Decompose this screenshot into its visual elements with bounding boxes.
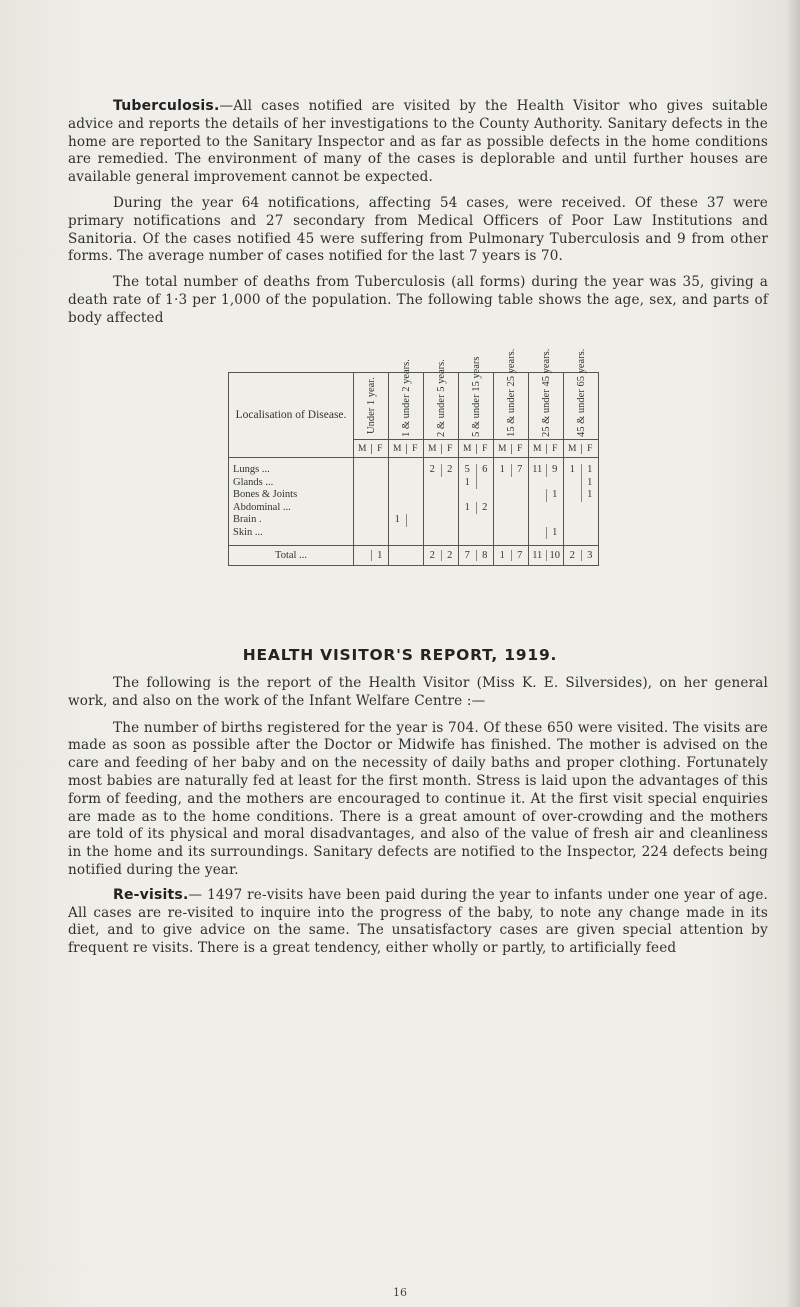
male-total: 2 bbox=[569, 550, 575, 561]
tuberculosis-paragraph-3: The total number of deaths from Tuberculosis (all forms) during the year was 35, giving a death rate of 1·3 per 1,000 of the population. The following table shows the age, sex, and parts of body affected bbox=[68, 274, 768, 326]
table-cell bbox=[424, 502, 459, 515]
tuberculosis-paragraph-1: Tuberculosis.—All cases notified are visited by the Health Visitor who gives suitable advice and reports the details of her investigations to the County Authority. Sanitary defects in the home are reported to the Sanitary Inspector and as far as possible defects in the home conditions are remedied. The environment of many of the cases is deplorable and until further houses are available general improvement cannot be expected. bbox=[68, 98, 768, 186]
table-cell bbox=[424, 464, 459, 477]
age-header: 15 & under 25 years. bbox=[494, 373, 529, 440]
male-count bbox=[564, 489, 581, 502]
table-cell bbox=[529, 489, 564, 502]
tuberculosis-section bbox=[68, 98, 768, 328]
male-count: 1 bbox=[394, 514, 400, 525]
table-cell bbox=[494, 477, 529, 490]
age-header: 1 & under 2 years. bbox=[389, 373, 424, 440]
table-cell bbox=[389, 489, 424, 502]
table-cell bbox=[494, 464, 529, 477]
table-cell bbox=[494, 527, 529, 540]
tuberculosis-heading: Tuberculosis. bbox=[113, 98, 220, 114]
male-count: 2 bbox=[429, 464, 435, 475]
table-row bbox=[229, 514, 599, 527]
male-count: 11 bbox=[532, 464, 543, 475]
female-count: 7 bbox=[511, 464, 529, 477]
male-total: 1 bbox=[499, 550, 505, 561]
table-row bbox=[229, 527, 599, 540]
table-row bbox=[229, 489, 599, 502]
table-cell bbox=[424, 514, 459, 527]
tuberculosis-paragraph-2: During the year 64 notifications, affecting 54 cases, were received. Of these 37 were primary notifications and 27 secondary from Medical Officers of Poor Law Institutions and Sanitoria. Of the cases notified 45 were suffering from Pulmonary Tuberculosis and 9 from other forms. The average number of cases notified for the last 7 years is 70. bbox=[68, 194, 768, 265]
male-count: 1 bbox=[464, 476, 470, 488]
male-count: 1 bbox=[499, 464, 505, 475]
table-cell bbox=[529, 527, 564, 540]
table-cell bbox=[389, 502, 424, 515]
sex-header: M F bbox=[494, 440, 529, 458]
male-count: 1 bbox=[464, 501, 470, 513]
table-cell bbox=[459, 464, 494, 477]
row-label: Lungs ... bbox=[229, 464, 354, 477]
table-cell bbox=[459, 489, 494, 502]
table-cell bbox=[494, 502, 529, 515]
male-count: 1 bbox=[569, 464, 575, 475]
female-count bbox=[476, 477, 494, 490]
table-body bbox=[229, 464, 599, 539]
age-header: Under 1 year. bbox=[354, 373, 389, 440]
female-count: 1 bbox=[581, 464, 599, 477]
female-count: 1 bbox=[546, 489, 564, 502]
male-total bbox=[354, 550, 371, 561]
male-count bbox=[529, 527, 546, 540]
tuberculosis-stats-table bbox=[228, 348, 599, 566]
table-cell bbox=[564, 502, 599, 515]
female-count: 1 bbox=[546, 527, 564, 540]
female-total: 2 bbox=[441, 550, 459, 561]
table-cell bbox=[354, 502, 389, 515]
table-row bbox=[229, 502, 599, 515]
table-cell bbox=[354, 514, 389, 527]
sex-header: M F bbox=[564, 440, 599, 458]
sex-header: M F bbox=[424, 440, 459, 458]
male-total: 2 bbox=[429, 550, 435, 561]
female-count: 2 bbox=[476, 502, 494, 515]
female-total: 10 bbox=[546, 550, 564, 561]
revisits-heading: Re-visits. bbox=[113, 886, 189, 903]
table-cell bbox=[529, 502, 564, 515]
table-cell bbox=[389, 477, 424, 490]
table-cell bbox=[354, 464, 389, 477]
tuberculosis-table bbox=[228, 348, 599, 566]
sex-header: M F bbox=[459, 440, 494, 458]
table-row bbox=[229, 464, 599, 477]
table-cell bbox=[389, 464, 424, 477]
total-cell bbox=[564, 546, 599, 566]
sex-header: M F bbox=[389, 440, 424, 458]
table-cell bbox=[564, 464, 599, 477]
table-cell bbox=[529, 464, 564, 477]
table-cell bbox=[354, 527, 389, 540]
male-count bbox=[564, 477, 581, 490]
total-cell bbox=[494, 546, 529, 566]
male-count bbox=[529, 489, 546, 502]
female-count bbox=[406, 514, 424, 527]
total-cell bbox=[529, 546, 564, 566]
male-total: 7 bbox=[464, 550, 470, 561]
table-cell bbox=[459, 502, 494, 515]
age-header: 45 & under 65 years. bbox=[564, 373, 599, 440]
table-cell bbox=[354, 489, 389, 502]
table-cell bbox=[424, 489, 459, 502]
female-count: 9 bbox=[546, 464, 564, 477]
female-total: 8 bbox=[476, 550, 494, 561]
sex-header: M F bbox=[529, 440, 564, 458]
female-count: 1 bbox=[581, 477, 599, 490]
report-paragraph-2: The number of births registered for the year is 704. Of these 650 were visited. The visits are made as soon as possible after the Doctor or Midwife has finished. The mother is advised on the care and feeding of her baby and on the necessity of daily baths and proper clothing. Fortunately most babies are naturally fed at least for the first month. Stress is laid upon the advantages of this form of feeding, and the mothers are encouraged to continue it. At the first visit special enquiries are made as to the home conditions. There is a great amount of over-crowding and the mothers are told of its physical and moral disadvantages, and also of the value of fresh air and cleanliness in the home and its surroundings. Sanitary defects are notified to the Inspector, 224 defects being notified during the year. bbox=[68, 719, 768, 878]
age-header: 2 & under 5 years. bbox=[424, 373, 459, 440]
female-count: 6 bbox=[476, 464, 494, 477]
row-label: Abdominal ... bbox=[229, 502, 354, 515]
page-number: 16 bbox=[393, 1286, 407, 1299]
table-cell bbox=[564, 477, 599, 490]
localisation-header: Localisation of Disease. bbox=[229, 373, 354, 458]
table-cell bbox=[389, 514, 424, 527]
table-cell bbox=[529, 477, 564, 490]
female-count: 2 bbox=[441, 464, 459, 477]
totals-label: Total ... bbox=[229, 546, 354, 566]
age-header: 25 & under 45 years. bbox=[529, 373, 564, 440]
report-paragraph-1: The following is the report of the Health Visitor (Miss K. E. Silversides), on her general work, and also on the work of the Infant Welfare Centre :— bbox=[68, 675, 768, 709]
female-count: 1 bbox=[581, 489, 599, 502]
sex-header: M F bbox=[354, 440, 389, 458]
table-cell bbox=[564, 527, 599, 540]
table-row bbox=[229, 477, 599, 490]
table-cell bbox=[459, 477, 494, 490]
total-cell bbox=[424, 546, 459, 566]
totals-row bbox=[229, 546, 599, 566]
female-total: 7 bbox=[511, 550, 529, 561]
total-cell bbox=[459, 546, 494, 566]
table-cell bbox=[564, 514, 599, 527]
male-count: 5 bbox=[464, 464, 470, 475]
female-total: 3 bbox=[581, 550, 599, 561]
table-cell bbox=[564, 489, 599, 502]
row-label: Skin ... bbox=[229, 527, 354, 540]
table-cell bbox=[354, 477, 389, 490]
table-cell bbox=[424, 527, 459, 540]
table-cell bbox=[494, 514, 529, 527]
report-section bbox=[68, 675, 768, 958]
table-cell bbox=[389, 527, 424, 540]
row-label: Glands ... bbox=[229, 477, 354, 490]
table-cell bbox=[459, 514, 494, 527]
table-cell bbox=[494, 489, 529, 502]
row-label: Brain . bbox=[229, 514, 354, 527]
report-heading: HEALTH VISITOR'S REPORT, 1919. bbox=[242, 646, 558, 664]
table-header-row bbox=[229, 373, 599, 440]
male-total: 11 bbox=[532, 550, 543, 561]
female-total: 1 bbox=[371, 550, 389, 561]
table-cell bbox=[529, 514, 564, 527]
total-cell bbox=[354, 546, 389, 566]
table-cell bbox=[424, 477, 459, 490]
age-header: 5 & under 15 years bbox=[459, 373, 494, 440]
table-cell bbox=[459, 527, 494, 540]
report-paragraph-3: Re-visits.— 1497 re-visits have been paid during the year to infants under one year of age. All cases are re-visited to inquire into the progress of the baby, to note any change made in its diet, and to give advice on the same. The unsatisfactory cases are given special attention by frequent re visits. There is a great tendency, either wholly or partly, to artificially feed bbox=[68, 886, 768, 957]
row-label: Bones & Joints bbox=[229, 489, 354, 502]
total-cell bbox=[389, 546, 424, 566]
